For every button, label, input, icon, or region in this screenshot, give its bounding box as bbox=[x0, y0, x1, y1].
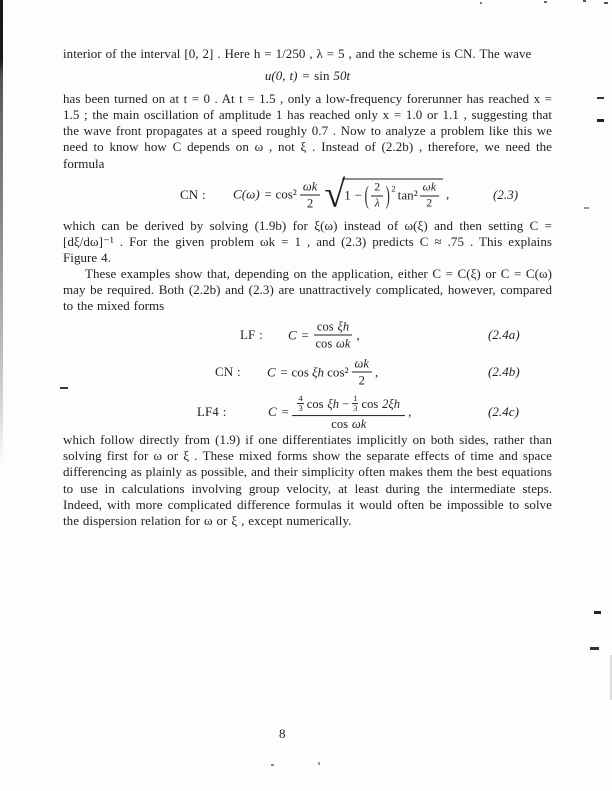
text-column bbox=[63, 46, 552, 529]
cos-squared: cos² bbox=[327, 364, 349, 380]
fraction: $\frac{\omega k}{2}$ bbox=[300, 179, 320, 210]
scan-speck bbox=[584, 207, 589, 209]
display-equation-2-4c bbox=[63, 392, 552, 432]
display-equation-2-3 bbox=[63, 172, 552, 218]
equation-lhs: C = bbox=[267, 364, 289, 380]
display-equation-2-4a bbox=[63, 318, 552, 352]
scan-speck bbox=[590, 647, 599, 650]
equation-math bbox=[233, 173, 450, 216]
equation-lhs: C(ω) = bbox=[233, 186, 273, 202]
fraction-numerator: $\frac{4}{3}$ cos ξh − $\frac{1}{3}$ cos 2ξh bbox=[292, 393, 405, 416]
u-equation-function: sin bbox=[314, 68, 330, 84]
tan-squared: tan² bbox=[397, 187, 418, 203]
equation-label: (2.4c) bbox=[488, 404, 519, 420]
display-equation-2-4b bbox=[63, 354, 552, 390]
fraction: $\frac{\text{cos ξh}}{\text{cos ωk}}$ bbox=[315, 319, 351, 351]
radical-sign: √ bbox=[324, 173, 346, 216]
cos-squared: cos² bbox=[275, 186, 297, 202]
minus-operator: − bbox=[342, 396, 350, 411]
fraction-denominator: cos ωk bbox=[331, 417, 367, 432]
close-paren: ) bbox=[385, 181, 390, 210]
fraction: $\frac{2}{\lambda}$ bbox=[371, 181, 383, 210]
scan-edge-artifact bbox=[0, 0, 3, 465]
equation-tag: LF : bbox=[240, 327, 263, 343]
scan-speck bbox=[480, 2, 482, 4]
big-fraction bbox=[292, 393, 405, 431]
equation-comma: , bbox=[356, 327, 360, 343]
equation-math bbox=[268, 393, 411, 431]
equation-tag: CN : bbox=[180, 186, 206, 202]
scan-speck bbox=[594, 611, 601, 614]
equation-comma: , bbox=[375, 364, 379, 380]
open-paren: ( bbox=[364, 181, 369, 210]
scan-speck bbox=[604, 2, 608, 4]
equation-label: (2.4b) bbox=[488, 364, 520, 380]
small-fraction: $\frac{1}{3}$ bbox=[353, 393, 358, 414]
scan-speck bbox=[318, 762, 320, 765]
equation-comma: , bbox=[408, 404, 412, 420]
equation-tag: CN : bbox=[215, 364, 241, 380]
equation-tag: LF4 : bbox=[197, 404, 227, 420]
equation-math: C = cos ξh cos² $\frac{\omega k}{2}$ , bbox=[267, 356, 379, 388]
paragraph-3: which can be derived by solving (1.9b) for ξ(ω) instead of ω(ξ) and then setting C = [dξ/dω]⁻¹ . For the given problem ωk = 1 , and (2.3) predicts C ≈ .75 . This explains Figure 4. bbox=[63, 217, 552, 265]
inline-equation-u bbox=[63, 68, 552, 84]
fraction: $\frac{\omega k}{2}$ bbox=[420, 181, 439, 210]
small-fraction: $\frac{4}{3}$ bbox=[298, 393, 303, 414]
equation-math bbox=[288, 320, 360, 351]
radicand: 1 − ( $\frac{2}{\lambda}$ ) 2 tan² $\frac{\omega k}{2}$ bbox=[342, 178, 443, 211]
cos-function: cos bbox=[291, 364, 309, 380]
scan-speck bbox=[271, 764, 274, 766]
equation-label: (2.3) bbox=[493, 186, 519, 202]
scan-speck bbox=[544, 1, 547, 3]
u-equation-argument: 50t bbox=[329, 68, 351, 84]
equation-lhs: C = bbox=[268, 404, 290, 420]
paragraph-5: which follow directly from (1.9) if one differentiates implicitly on both sides, rather than solving first for ω or ξ . These mixed forms show the separate effects of time and space differencing as plainly as possible, and their simplicity often makes them the best equations to use in calculations involving group velocity, at least during the intermediate steps. Indeed, with more complicated difference formulas it would often be impossible to solve the dispersion relation for ω or ξ , except numerically. bbox=[63, 432, 552, 528]
equation-comma: , bbox=[445, 186, 450, 202]
page-number: 8 bbox=[279, 726, 286, 741]
paragraph-4: These examples show that, depending on the application, either C = C(ξ) or C = C(ω) may be required. Both (2.2b) and (2.3) are unattractively complicated, however, compared to the mixed forms bbox=[63, 265, 552, 314]
fraction: $\frac{\omega k}{2}$ bbox=[352, 357, 372, 388]
equation-label: (2.4a) bbox=[488, 327, 520, 343]
scan-speck bbox=[583, 0, 586, 2]
u-equation-lhs: u(0, t) = bbox=[264, 68, 315, 84]
scan-speck bbox=[597, 97, 604, 99]
equation-lhs: C = bbox=[288, 327, 310, 343]
paragraph-2: has been turned on at t = 0 . At t = 1.5 , only a low-frequency forerunner has reached x = 1.5 ; the main oscillation of amplitude 1 has reached only x = 1.0 or 1.1 , suggesting that the wave front propagates at a speed roughly 0.7 . Now to analyze a problem like this we need to know how C depends on ω , not ξ . Instead of (2.2b) , therefore, we need the formula bbox=[63, 91, 552, 171]
scan-speck bbox=[597, 119, 604, 122]
paragraph-1: interior of the interval [0, 2] . Here h = 1/250 , λ = 5 , and the scheme is CN. The wave bbox=[63, 46, 532, 61]
exponent: 2 bbox=[391, 183, 396, 194]
square-root bbox=[324, 173, 443, 216]
